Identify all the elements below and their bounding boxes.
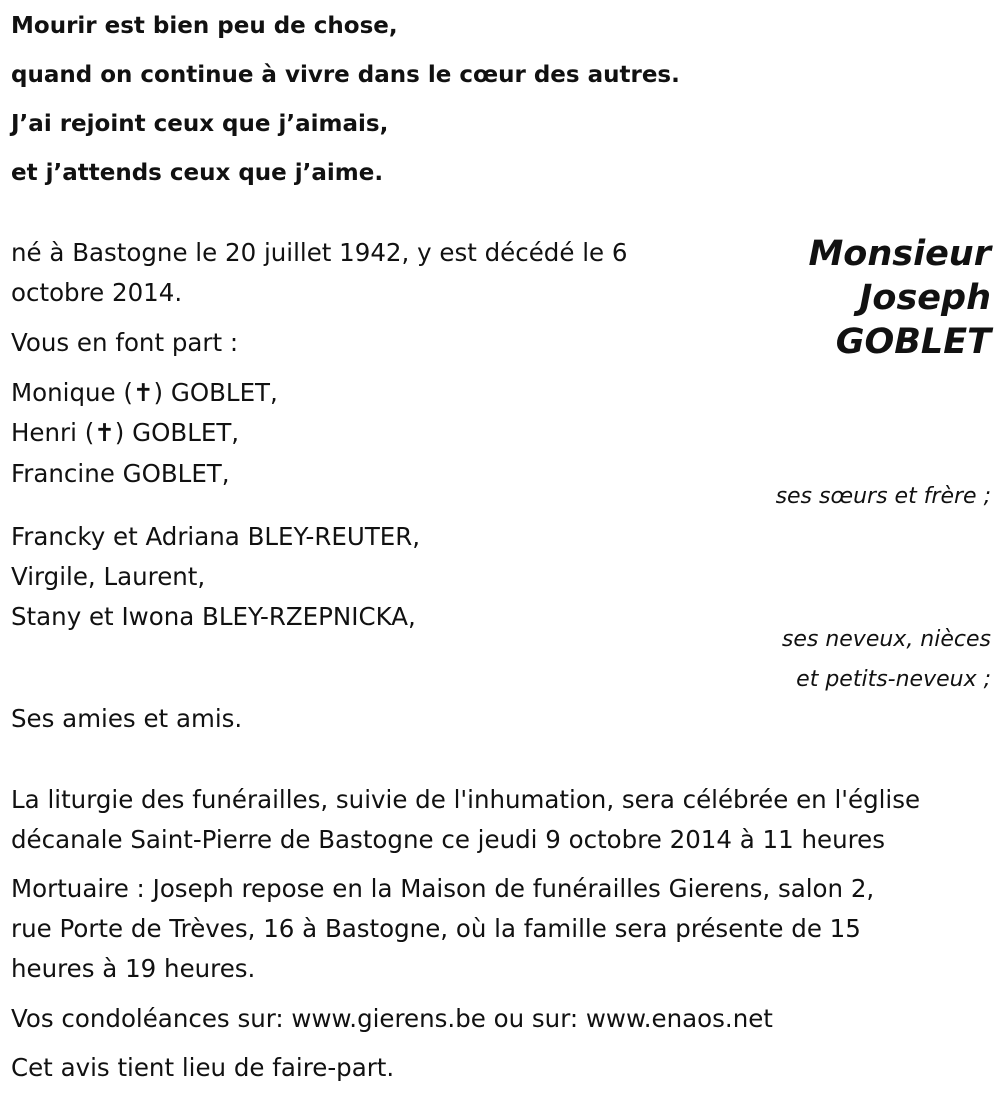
deceased-title: Monsieur — [808, 234, 991, 274]
deceased-last-name: GOBLET — [835, 322, 991, 362]
poem-line-1: Mourir est bien peu de chose, — [11, 13, 398, 39]
birth-death-line-2: octobre 2014. — [11, 278, 183, 307]
mortuary-line-2: rue Porte de Trèves, 16 à Bastogne, où la famille sera présente de 15 — [11, 914, 861, 943]
nephew-2: Virgile, Laurent, — [11, 562, 206, 591]
liturgy-line-2: décanale Saint-Pierre de Bastogne ce jeudi 9 octobre 2014 à 11 heures — [11, 825, 886, 854]
nephews-relation-line-2: et petits-neveux ; — [796, 667, 991, 692]
nephews-relation-line-1: ses neveux, nièces — [781, 627, 991, 652]
announce-text: Vous en font part : — [11, 328, 239, 357]
siblings-relation: ses sœurs et frère ; — [775, 484, 991, 509]
poem-line-4: et j’attends ceux que j’aime. — [11, 160, 384, 186]
sibling-1: Monique (✝) GOBLET, — [11, 378, 278, 407]
sibling-3: Francine GOBLET, — [11, 459, 230, 488]
mortuary-line-3: heures à 19 heures. — [11, 954, 256, 983]
deceased-name — [808, 232, 991, 364]
poem-line-2: quand on continue à vivre dans le cœur des autres. — [11, 62, 680, 88]
poem-line-3: J’ai rejoint ceux que j’aimais, — [11, 111, 389, 137]
birth-death-line-1: né à Bastogne le 20 juillet 1942, y est décédé le 6 — [11, 238, 628, 267]
nephew-1: Francky et Adriana BLEY-REUTER, — [11, 522, 421, 551]
liturgy-line-1: La liturgie des funérailles, suivie de l'inhumation, sera célébrée en l'église — [11, 785, 921, 814]
friends-text: Ses amies et amis. — [11, 704, 243, 733]
nephew-3: Stany et Iwona BLEY-RZEPNICKA, — [11, 602, 416, 631]
closing-text: Cet avis tient lieu de faire-part. — [11, 1053, 395, 1082]
condolences-text: Vos condoléances sur: www.gierens.be ou sur: www.enaos.net — [11, 1004, 773, 1033]
mortuary-line-1: Mortuaire : Joseph repose en la Maison de funérailles Gierens, salon 2, — [11, 874, 875, 903]
sibling-2: Henri (✝) GOBLET, — [11, 418, 240, 447]
deceased-first-name: Joseph — [859, 278, 991, 318]
